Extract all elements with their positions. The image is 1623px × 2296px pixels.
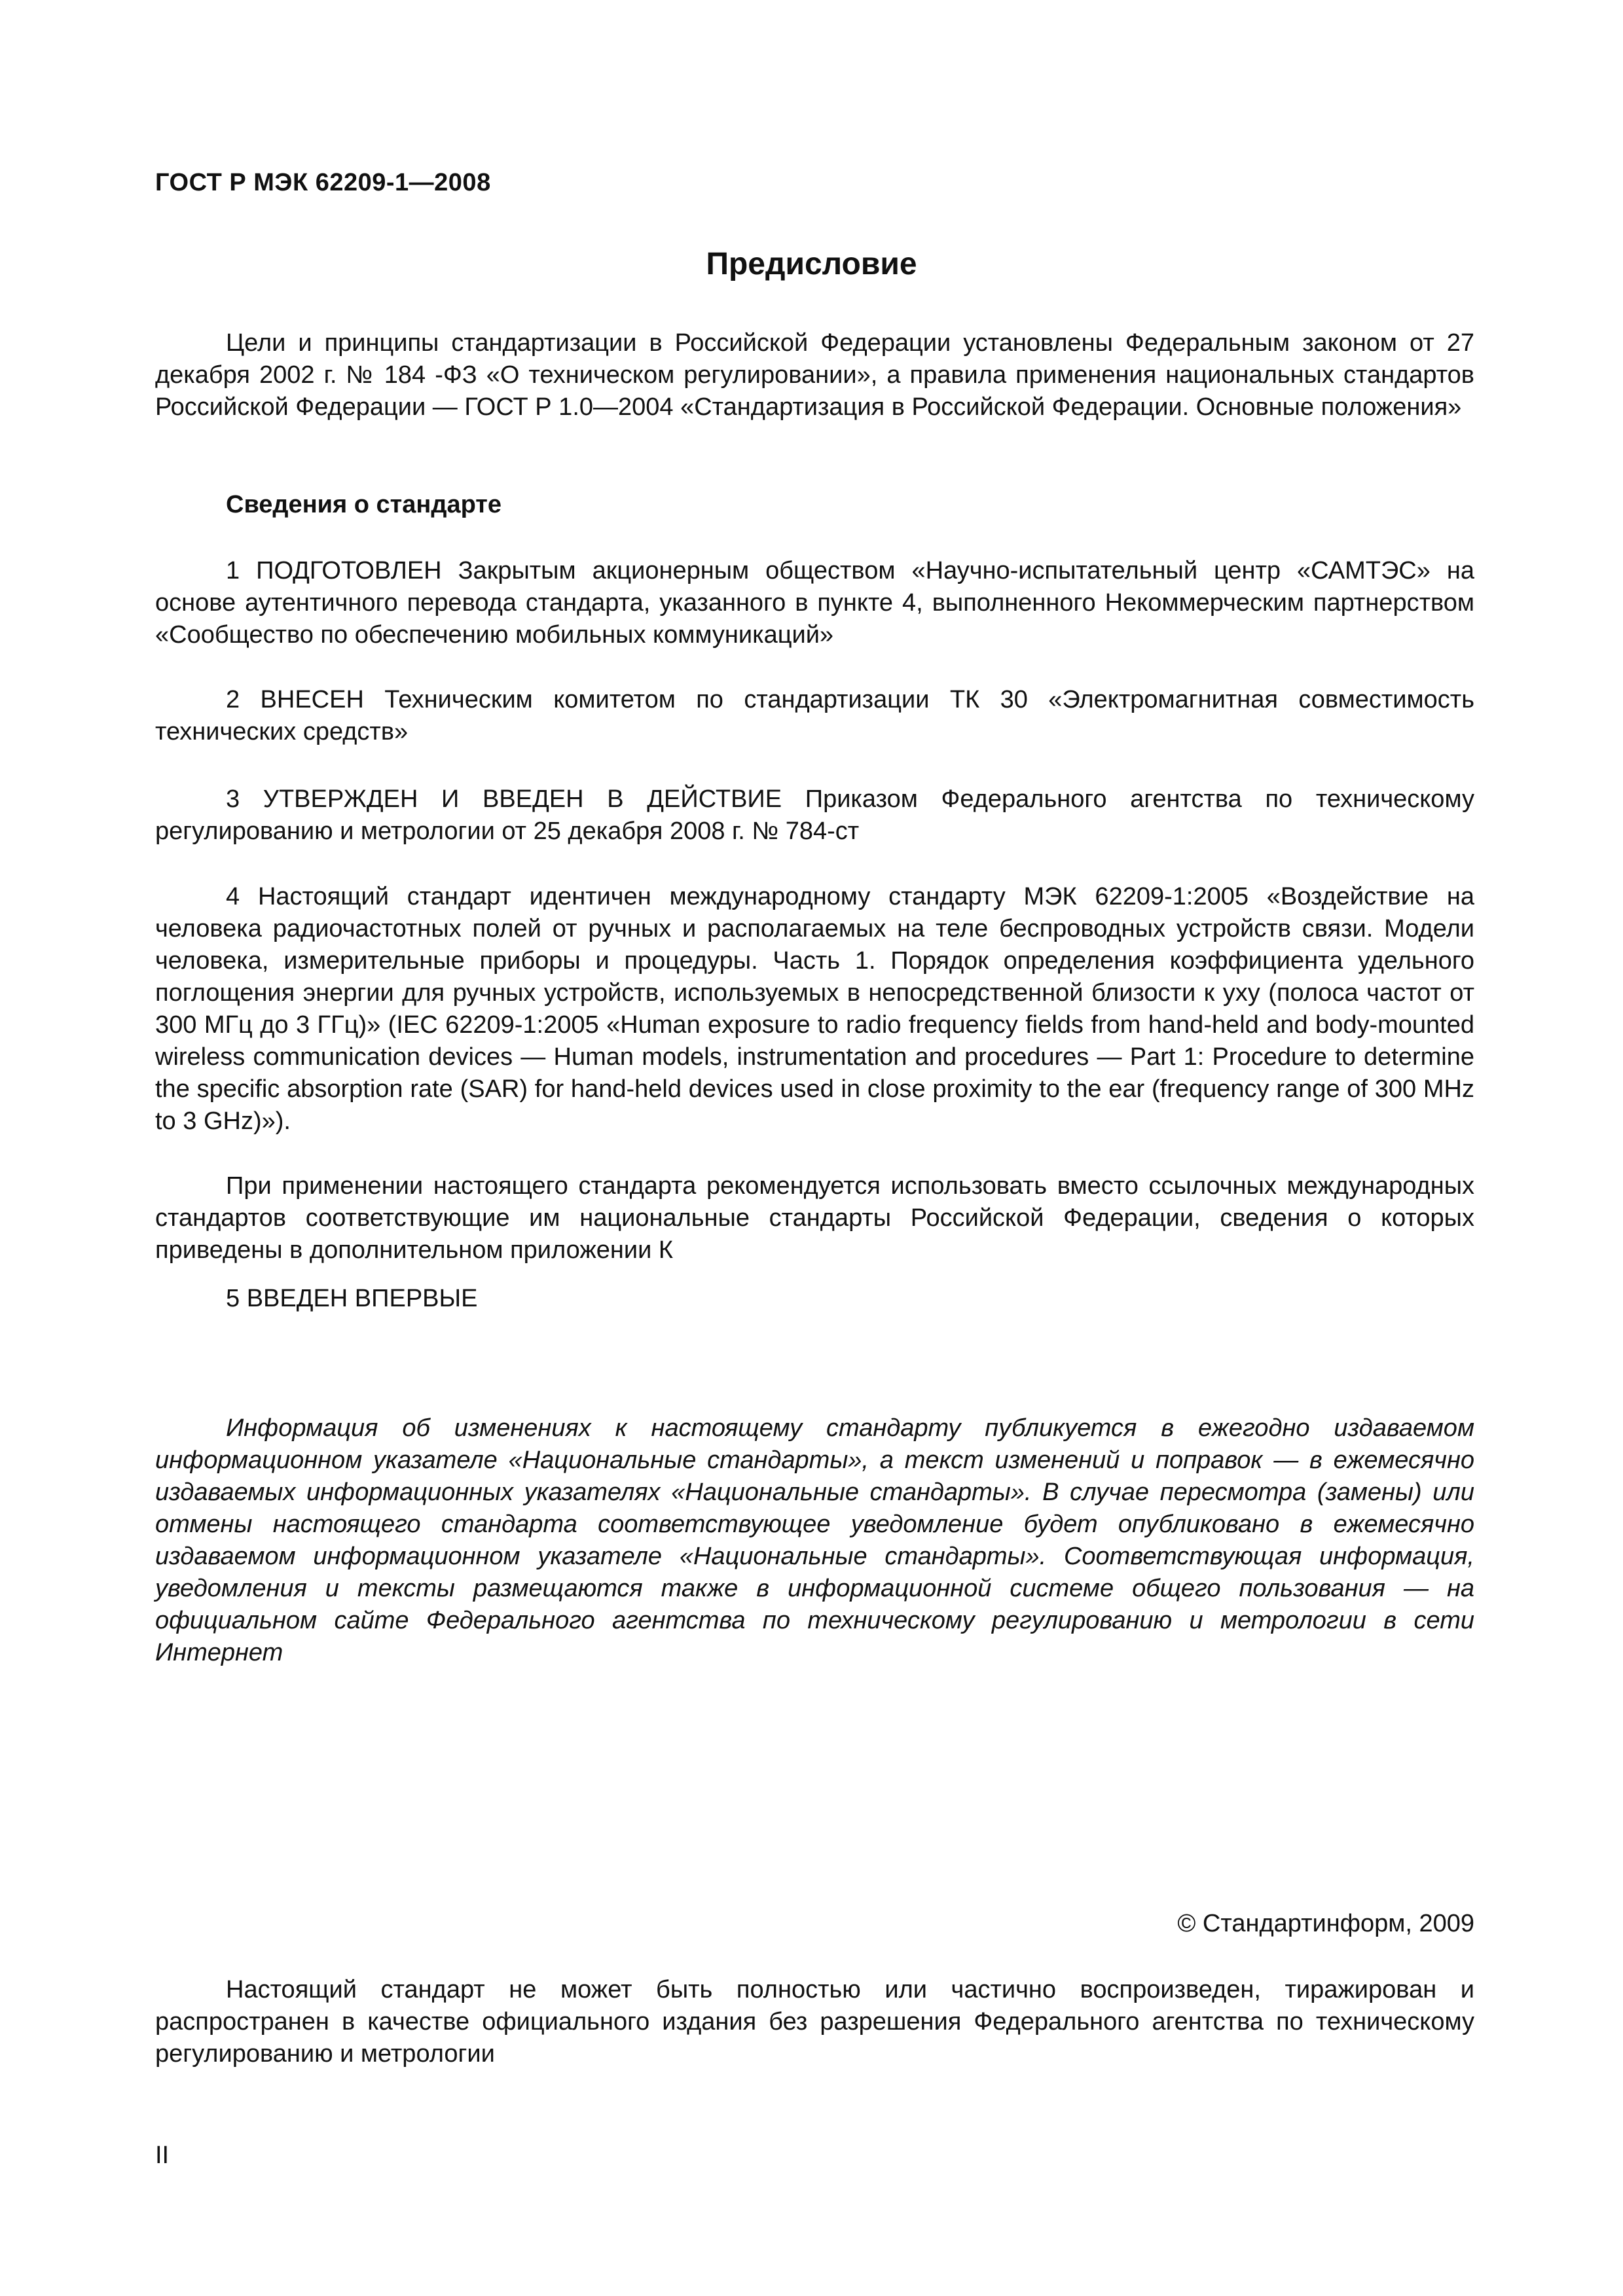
info-notice-paragraph: Информация об изменениях к настоящему стандарту публикуется в ежегодно издаваемом информационном указателе «Национальные стандарты», а текст изменений и поправок — в ежемесячно издаваемых информационных указателях «Национальные стандарты». В случае пересмотра (замены) или отмены настоящего стандарта соответствующее уведомление будет опубликовано в ежемесячно издаваемом информационном указателе «Национальные стандарты». Соответствующая информация, уведомления и тексты размещаются также в информационной системе общего пользования — на официальном сайте Федерального агентства по техническому регулированию и метрологии в сети Интернет: [155, 1414, 1474, 1666]
item-4-paragraph: 4 Настоящий стандарт идентичен международному стандарту МЭК 62209-1:2005 «Воздействие на человека радиочастотных полей от ручных и располагаемых на теле беспроводных устройств связи. Модели человека, измерительные приборы и процедуры. Часть 1. Порядок определения коэффициента удельного поглощения энергии для ручных устройств, используемых в непосредственной близости к уху (полоса частот от 300 МГц до 3 ГГц)» (IEC 62209-1:2005 «Human exposure to radio frequency fields from hand-held and body-mounted wireless communication devices — Human models, instrumentation and procedures — Part 1: Procedure to determine the specific absorption rate (SAR) for hand-held devices used in close proximity to the ear (frequency range of 300 MHz to 3 GHz)»).: [155, 883, 1474, 1135]
info-heading: Сведения о стандарте: [226, 491, 502, 518]
document-code: ГОСТ Р МЭК 62209-1—2008: [155, 169, 491, 196]
reproduction-notice-paragraph: Настоящий стандарт не может быть полностью или частично воспроизведен, тиражирован и распространен в качестве официального издания без разрешения Федерального агентства по техническому регулированию и метрологии: [155, 1976, 1474, 2068]
page-title: Предисловие: [706, 247, 917, 281]
intro-paragraph: Цели и принципы стандартизации в Российской Федерации установлены Федеральным законом от 27 декабря 2002 г. № 184 -ФЗ «О техническом регулировании», а правила применения национальных стандартов Российской Федерации — ГОСТ Р 1.0—2004 «Стандартизация в Российской Федерации. Основные положения»: [155, 329, 1474, 421]
item-3-paragraph: 3 УТВЕРЖДЕН И ВВЕДЕН В ДЕЙСТВИЕ Приказом Федерального агентства по техническому регулированию и метрологии от 25 декабря 2008 г. № 784-ст: [155, 785, 1474, 845]
item-5-paragraph: 5 ВВЕДЕН ВПЕРВЫЕ: [226, 1285, 478, 1312]
copyright-line: © Стандартинформ, 2009: [1177, 1910, 1474, 1937]
item-2-paragraph: 2 ВНЕСЕН Техническим комитетом по стандартизации ТК 30 «Электромагнитная совместимость технических средств»: [155, 686, 1474, 745]
page-number: II: [155, 2142, 170, 2169]
item-4-note-paragraph: При применении настоящего стандарта рекомендуется использовать вместо ссылочных международных стандартов соответствующие им национальные стандарты Российской Федерации, сведения о которых приведены в дополнительном приложении К: [155, 1172, 1474, 1264]
item-1-paragraph: 1 ПОДГОТОВЛЕН Закрытым акционерным обществом «Научно-испытательный центр «САМТЭС» на основе аутентичного перевода стандарта, указанного в пункте 4, выполненного Некоммерческим партнерством «Сообщество по обеспечению мобильных коммуникаций»: [155, 557, 1474, 649]
